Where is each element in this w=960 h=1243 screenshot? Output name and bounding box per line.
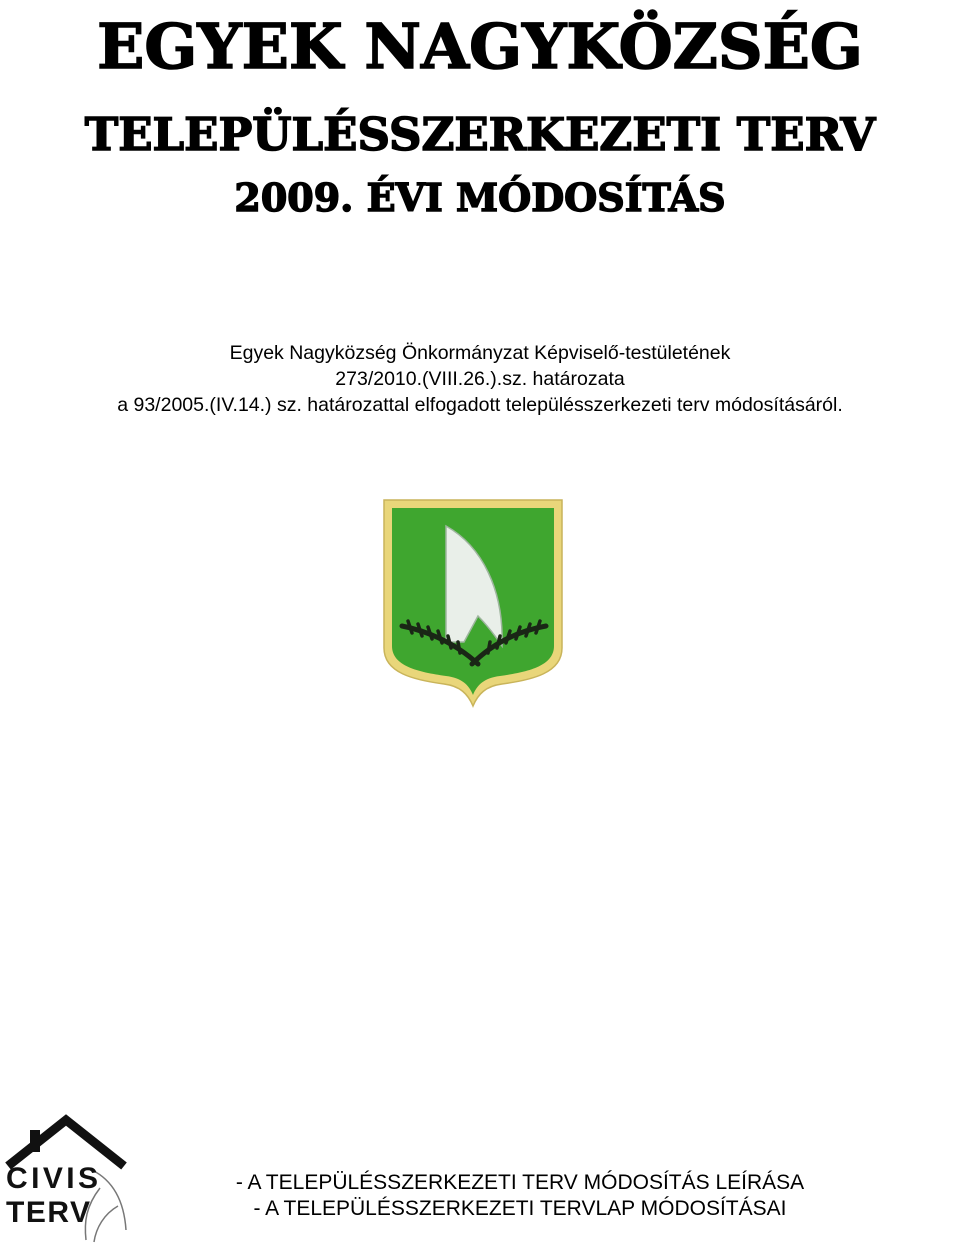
logo-word-civis: CIVIS <box>6 1162 98 1195</box>
contents-list <box>0 1170 960 1222</box>
logo-roof-icon <box>8 1120 124 1166</box>
contents-item-map-changes: - A TELEPÜLÉSSZERKEZETI TERVLAP MÓDOSÍTÁSAI <box>253 1197 787 1220</box>
contents-item-description: - A TELEPÜLÉSSZERKEZETI TERV MÓDOSÍTÁS LEÍRÁSA <box>235 1171 805 1194</box>
coat-of-arms-image <box>382 498 564 708</box>
resolution-statement <box>0 340 960 418</box>
resolution-line-council: Egyek Nagyközség Önkormányzat Képviselő-testületének <box>229 342 731 364</box>
title-amendment-year: 2009. ÉVI MÓDOSÍTÁS <box>234 175 726 220</box>
resolution-line-number: 273/2010.(VIII.26.).sz. határozata <box>335 368 625 390</box>
logo-chimney-icon <box>30 1130 40 1152</box>
title-municipality: EGYEK NAGYKÖZSÉG <box>97 10 863 83</box>
logo-word-terv: TERV <box>6 1196 90 1229</box>
resolution-line-subject: a 93/2005.(IV.14.) sz. határozattal elfogadott településszerkezeti terv módosításáról. <box>117 394 843 416</box>
title-plan-name: TELEPÜLÉSSZERKEZETI TERV <box>84 108 876 161</box>
